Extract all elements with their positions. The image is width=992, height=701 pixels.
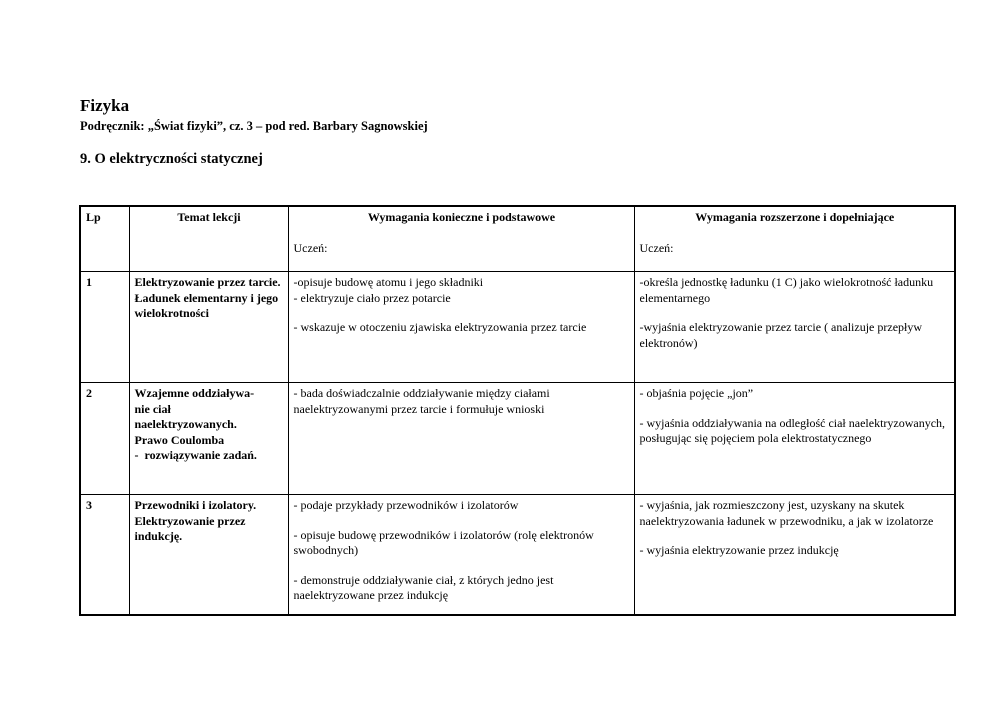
requirement-item: -opisuje budowę atomu i jego składniki xyxy=(293,275,484,289)
lesson-topic-line: Wzajemne oddziaływa- xyxy=(134,386,255,400)
column-header-basic xyxy=(288,206,634,272)
requirement-item: - objaśnia pojęcie „jon” xyxy=(639,386,754,400)
basic-requirements xyxy=(288,272,634,383)
lesson-topic: Przewodniki i izolatory. Elektryzowanie przez indukcję. xyxy=(129,495,288,616)
lesson-topic-line: Prawo Coulomba xyxy=(134,432,225,447)
textbook-reference: Podręcznik: „Świat fizyki”, cz. 3 – pod red. Barbary Sagnowskiej xyxy=(80,119,428,133)
requirement-item: -określa jednostkę ładunku (1 C) jako wielokrotność ładunku elementarnego xyxy=(639,275,934,305)
table-row xyxy=(80,272,955,383)
requirement-item: - bada doświadczalnie oddziaływanie między ciałami naelektryzowanymi przez tarcie i formułuje wnioski xyxy=(293,386,550,416)
requirement-item: - demonstruje oddziaływanie ciał, z których jedno jest naelektryzowane przez indukcję xyxy=(293,572,554,602)
row-number: 1 xyxy=(80,272,129,383)
extended-requirements xyxy=(634,272,955,383)
requirement-item: - opisuje budowę przewodników i izolatorów (rolę elektronów swobodnych) xyxy=(293,527,594,557)
extended-requirements xyxy=(634,495,955,616)
table-header-row xyxy=(80,206,955,272)
basic-requirements xyxy=(288,495,634,616)
requirements-table xyxy=(79,205,956,616)
column-header-basic-label: Wymagania konieczne i podstawowe xyxy=(367,210,556,224)
requirement-item: - wyjaśnia elektryzowanie przez indukcję xyxy=(639,543,839,557)
section-title: 9. O elektryczności statycznej xyxy=(80,151,263,167)
requirement-item: - wyjaśnia, jak rozmieszczony jest, uzyskany na skutek naelektryzowania ładunek w przewodniku, a jak w izolatorze xyxy=(639,498,934,528)
column-header-lp: Lp xyxy=(80,206,129,272)
column-header-topic: Temat lekcji xyxy=(129,206,288,272)
row-number: 2 xyxy=(80,383,129,495)
lesson-topic-line: naelektryzowanych. xyxy=(134,417,237,431)
row-number: 3 xyxy=(80,495,129,616)
requirement-item: - elektryzuje ciało przez potarcie xyxy=(293,290,451,305)
lesson-topic-line: - rozwiązywanie zadań. xyxy=(134,448,257,462)
requirement-item: - wskazuje w otoczeniu zjawiska elektryzowania przez tarcie xyxy=(293,320,587,334)
table-row xyxy=(80,495,955,616)
lesson-topic-line: nie ciał xyxy=(134,401,171,416)
requirement-item: - podaje przykłady przewodników i izolatorów xyxy=(293,498,519,512)
lesson-topic: Elektryzowanie przez tarcie. Ładunek elementarny i jego wielokrotności xyxy=(129,272,288,383)
uczen-label-extended: Uczeń: xyxy=(639,240,674,255)
extended-requirements xyxy=(634,383,955,495)
column-header-extended xyxy=(634,206,955,272)
requirement-item: -wyjaśnia elektryzowanie przez tarcie ( analizuje przepływ elektronów) xyxy=(639,320,923,350)
page-title: Fizyka xyxy=(80,96,130,115)
column-header-extended-label: Wymagania rozszerzone i dopełniające xyxy=(695,210,895,224)
requirement-item: - wyjaśnia oddziaływania na odległość ciał naelektryzowanych, posługując się pojęciem pola elektrostatycznego xyxy=(639,415,946,445)
table-row xyxy=(80,383,955,495)
lesson-topic xyxy=(129,383,288,495)
basic-requirements xyxy=(288,383,634,495)
uczen-label-basic: Uczeń: xyxy=(293,240,328,255)
